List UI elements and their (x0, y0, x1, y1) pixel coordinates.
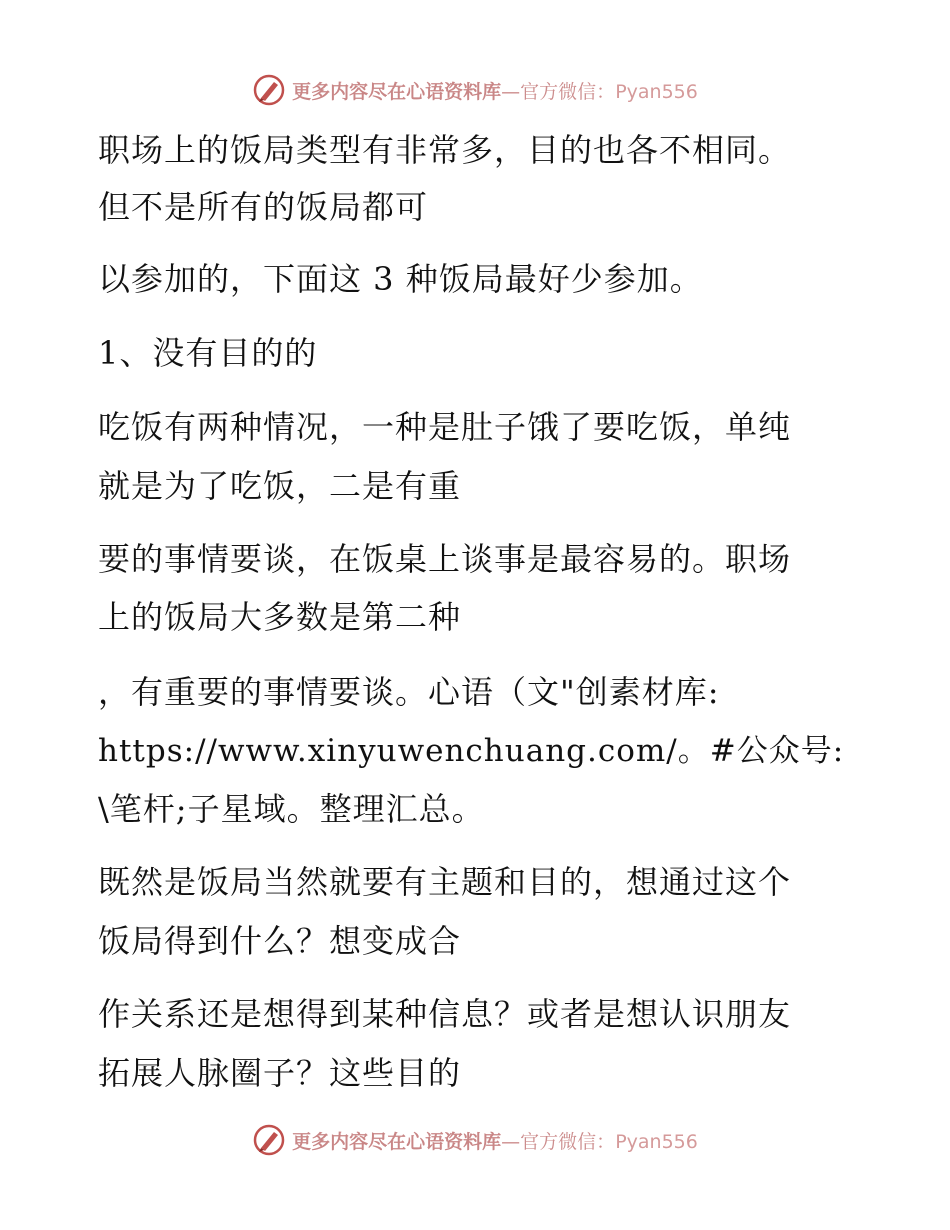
text-line: 吃饭有两种情况，一种是肚子饿了要吃饭，单纯 (98, 408, 792, 446)
text-line: https://www.xinyuwenchuang.com/。#公众号: (98, 733, 845, 769)
text-line: 拓展人脉圈子？这些目的 (98, 1054, 462, 1092)
text-line: 要的事情要谈，在饭桌上谈事是最容易的。职场 (98, 540, 792, 578)
watermark-main: 更多内容尽在心语资料库 (292, 1130, 502, 1153)
text-line: 就是为了吃饭，二是有重 (98, 467, 462, 505)
watermark-id: Pyan556 (615, 80, 698, 103)
text-line: \笔杆;子星域。整理汇总。 (98, 790, 485, 828)
text-line: 但不是所有的饭局都可 (98, 188, 429, 226)
footer-watermark (0, 1120, 950, 1160)
pen-logo-icon (252, 73, 286, 107)
watermark-text (292, 77, 698, 104)
text-line: 上的饭局大多数是第二种 (98, 598, 462, 636)
watermark-text (292, 1127, 698, 1154)
text-line: 以参加的，下面这 3 种饭局最好少参加。 (98, 260, 703, 298)
text-line: ，有重要的事情要谈。心语（文"创素材库: (98, 673, 720, 711)
text-line: 作关系还是想得到某种信息？或者是想认识朋友 (98, 995, 792, 1033)
pen-logo-icon (252, 1123, 286, 1157)
watermark-main: 更多内容尽在心语资料库 (292, 80, 502, 103)
text-line: 既然是饭局当然就要有主题和目的，想通过这个 (98, 863, 792, 901)
text-line: 饭局得到什么？想变成合 (98, 922, 462, 960)
watermark-sep: —官方微信： (501, 80, 616, 103)
watermark-sep: —官方微信： (501, 1130, 616, 1153)
watermark-inner (252, 1123, 698, 1157)
text-line: 职场上的饭局类型有非常多，目的也各不相同。 (98, 131, 792, 169)
header-watermark (0, 70, 950, 110)
text-line: 1、没有目的的 (98, 334, 318, 372)
watermark-id: Pyan556 (615, 1130, 698, 1153)
watermark-inner (252, 73, 698, 107)
